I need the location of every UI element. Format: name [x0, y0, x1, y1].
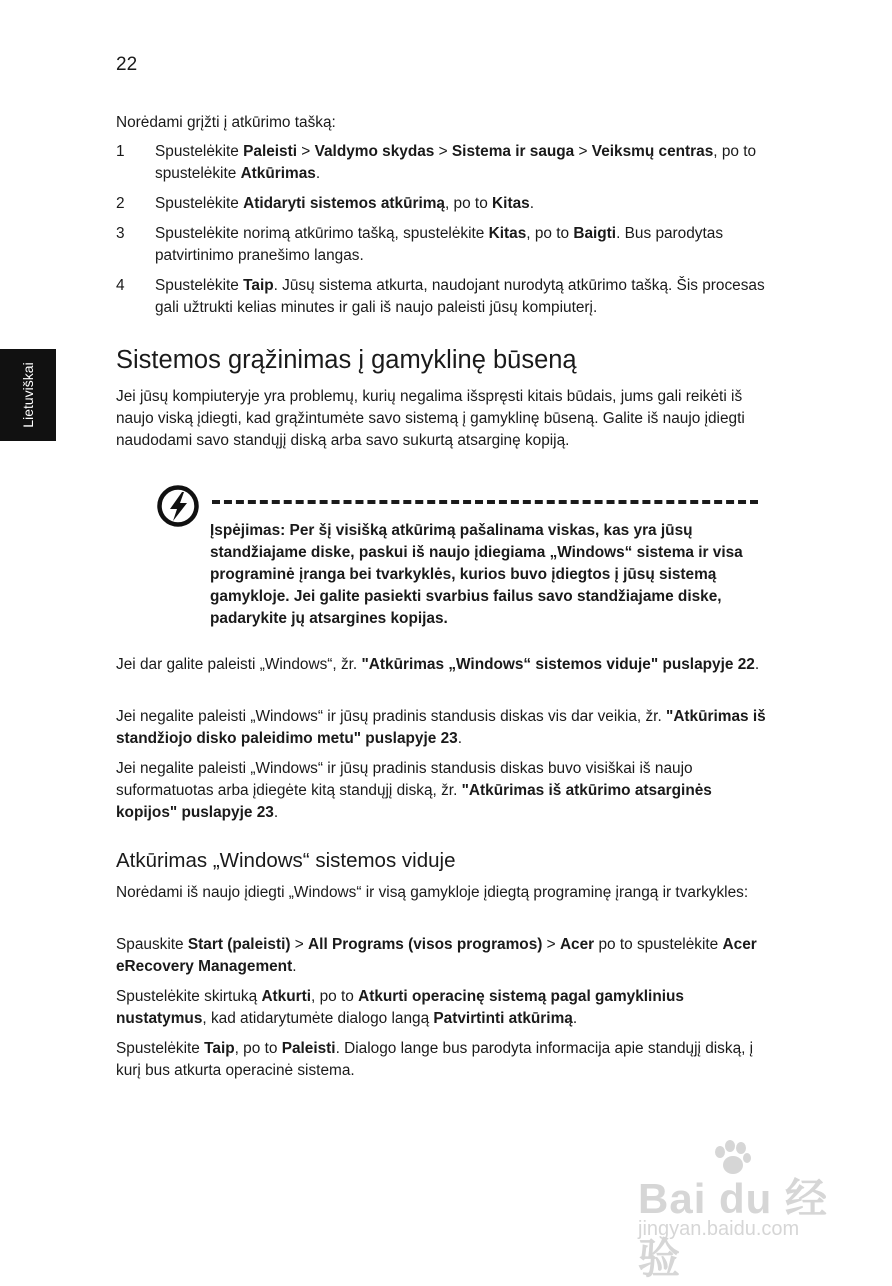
steps-list: [116, 141, 766, 327]
bold-term: Start (paleisti): [187, 936, 291, 953]
text-run: Spustelėkite: [155, 195, 244, 212]
bold-term: "Atkūrimas iš atkūrimo atsarginės kopijos" puslapyje 23: [116, 782, 712, 821]
warning-lightning-icon: [156, 484, 200, 528]
subsection-heading: Atkūrimas „Windows“ sistemos viduje: [116, 849, 456, 872]
language-side-tab: [0, 349, 56, 441]
bold-term: Atkurti: [261, 988, 312, 1005]
text-run: . Jūsų sistema atkurta, naudojant nurodytą atkūrimo tašką. Šis procesas gali užtrukti kelias minutes ir gali iš naujo paleisti jūsų kompiuterį.: [155, 277, 765, 316]
step-text: [155, 143, 756, 182]
text-run: >: [297, 143, 315, 160]
bold-term: "Atkūrimas iš standžiojo disko paleidimo metu" puslapyje 23: [116, 708, 766, 747]
page-number: 22: [116, 54, 138, 75]
bold-term: Paleisti: [281, 1040, 336, 1057]
side-tab-label: Lietuviškai: [20, 362, 36, 428]
text-run: >: [434, 143, 452, 160]
subsection-paragraph: [116, 1038, 766, 1082]
step-text: [155, 195, 534, 212]
reference-paragraph: [116, 758, 766, 824]
bold-term: Veiksmų centras: [591, 143, 714, 160]
bold-term: Taip: [204, 1040, 235, 1057]
text-run: >: [574, 143, 592, 160]
bold-term: Kitas: [492, 195, 530, 212]
step-item: [116, 193, 766, 215]
bold-term: Patvirtinti atkūrimą: [433, 1010, 573, 1027]
text-run: Spustelėkite norimą atkūrimo tašką, spustelėkite: [155, 225, 489, 242]
text-run: Jei dar galite paleisti „Windows“, žr.: [116, 656, 362, 673]
bold-term: Atkurti operacinę sistemą pagal gamyklinius nustatymus: [116, 988, 684, 1027]
intro-text: Norėdami grįžti į atkūrimo tašką:: [116, 114, 336, 131]
text-run: po to spustelėkite: [594, 936, 723, 953]
step-number: 3: [116, 225, 125, 242]
warning-text: Įspėjimas: Per šį visišką atkūrimą pašalinama viskas, kas yra jūsų standžiajame diske, paskui iš naujo įdiegiama „Windows“ sistema ir visa programinė įranga bei tvarkyklės, kurios buvo įdiegtos į jūsų sistemą gamykloje. Jei galite pasiekti svarbius failus savo standžiajame diske, padarykite jų atsargines kopijas.: [210, 522, 743, 627]
bold-term: Paleisti: [243, 143, 298, 160]
reference-paragraph: [116, 706, 766, 750]
bold-term: Taip: [243, 277, 274, 294]
bold-term: All Programs (visos programos): [308, 936, 543, 953]
bold-term: "Atkūrimas „Windows“ sistemos viduje" puslapyje 22: [361, 656, 755, 673]
text-run: Spustelėkite: [155, 143, 244, 160]
warning-divider: [212, 500, 758, 504]
reference-paragraph: [116, 654, 766, 676]
watermark-logo: Bai du 经验: [638, 1175, 829, 1282]
text-run: .: [572, 1010, 578, 1027]
text-run: >: [290, 936, 309, 953]
text-run: , po to: [526, 225, 574, 242]
text-run: . Bus parodytas patvirtinimo pranešimo langas.: [155, 225, 724, 264]
text-run: .: [529, 195, 534, 212]
subsection-paragraph: [116, 986, 766, 1030]
text-run: .: [457, 730, 462, 747]
subsection-paragraph: [116, 882, 766, 904]
bold-term: Acer: [559, 936, 595, 953]
bold-term: Baigti: [573, 225, 617, 242]
step-number: 1: [116, 143, 125, 160]
text-run: .: [273, 804, 279, 821]
text-run: , po to: [311, 988, 359, 1005]
step-item: [116, 141, 766, 185]
text-run: Spustelėkite skirtuką: [116, 988, 262, 1005]
text-run: , kad atidarytumėte dialogo langą: [202, 1010, 434, 1027]
watermark-url: jingyan.baidu.com: [638, 1218, 800, 1240]
step-text: [155, 225, 723, 264]
step-number: 2: [116, 195, 125, 212]
text-run: Jei negalite paleisti „Windows“ ir jūsų pradinis standusis diskas vis dar veikia, žr.: [116, 708, 667, 725]
bold-term: Atidaryti sistemos atkūrimą: [243, 195, 445, 212]
text-run: , po to spustelėkite: [155, 143, 757, 182]
step-number: 4: [116, 277, 125, 294]
bold-term: Atkūrimas: [240, 165, 316, 182]
bold-term: Acer eRecovery Management: [116, 936, 757, 975]
text-run: Norėdami iš naujo įdiegti „Windows“ ir visą gamykloje įdiegtą programinę įrangą ir tvarkykles:: [116, 884, 749, 901]
bold-term: Kitas: [488, 225, 527, 242]
text-run: , po to: [234, 1040, 282, 1057]
step-item: [116, 223, 766, 267]
text-run: . Dialogo lange bus parodyta informacija apie standųjį diską, į kurį bus atkurta operacinė sistema.: [116, 1040, 754, 1079]
text-run: Spauskite: [116, 936, 188, 953]
step-text: [155, 277, 765, 316]
text-run: .: [754, 656, 760, 673]
step-item: [116, 275, 766, 319]
bold-term: Sistema ir sauga: [451, 143, 575, 160]
text-run: >: [542, 936, 560, 953]
text-run: .: [292, 958, 297, 975]
text-run: .: [315, 165, 321, 182]
text-run: Jei negalite paleisti „Windows“ ir jūsų pradinis standusis diskas buvo visiškai iš naujo suformatuotas arba įdiegėte kitą standųjį diską, žr.: [116, 760, 693, 799]
text-run: , po to: [444, 195, 493, 212]
section-heading: Sistemos grąžinimas į gamyklinę būseną: [116, 346, 577, 374]
section-paragraph: Jei jūsų kompiuteryje yra problemų, kurių negalima išspręsti kitais būdais, jums gali reikėti iš naujo viską įdiegti, kad grąžintumėte savo sistemą į gamyklinę būseną. Galite iš naujo įdiegti naudodami savo standųjį diską arba savo sukurtą atsarginę kopiją.: [116, 388, 745, 449]
text-run: Spustelėkite: [155, 277, 244, 294]
subsection-paragraph: [116, 934, 766, 978]
bold-term: Valdymo skydas: [314, 143, 435, 160]
text-run: Spustelėkite: [116, 1040, 205, 1057]
watermark: [632, 1140, 842, 1282]
